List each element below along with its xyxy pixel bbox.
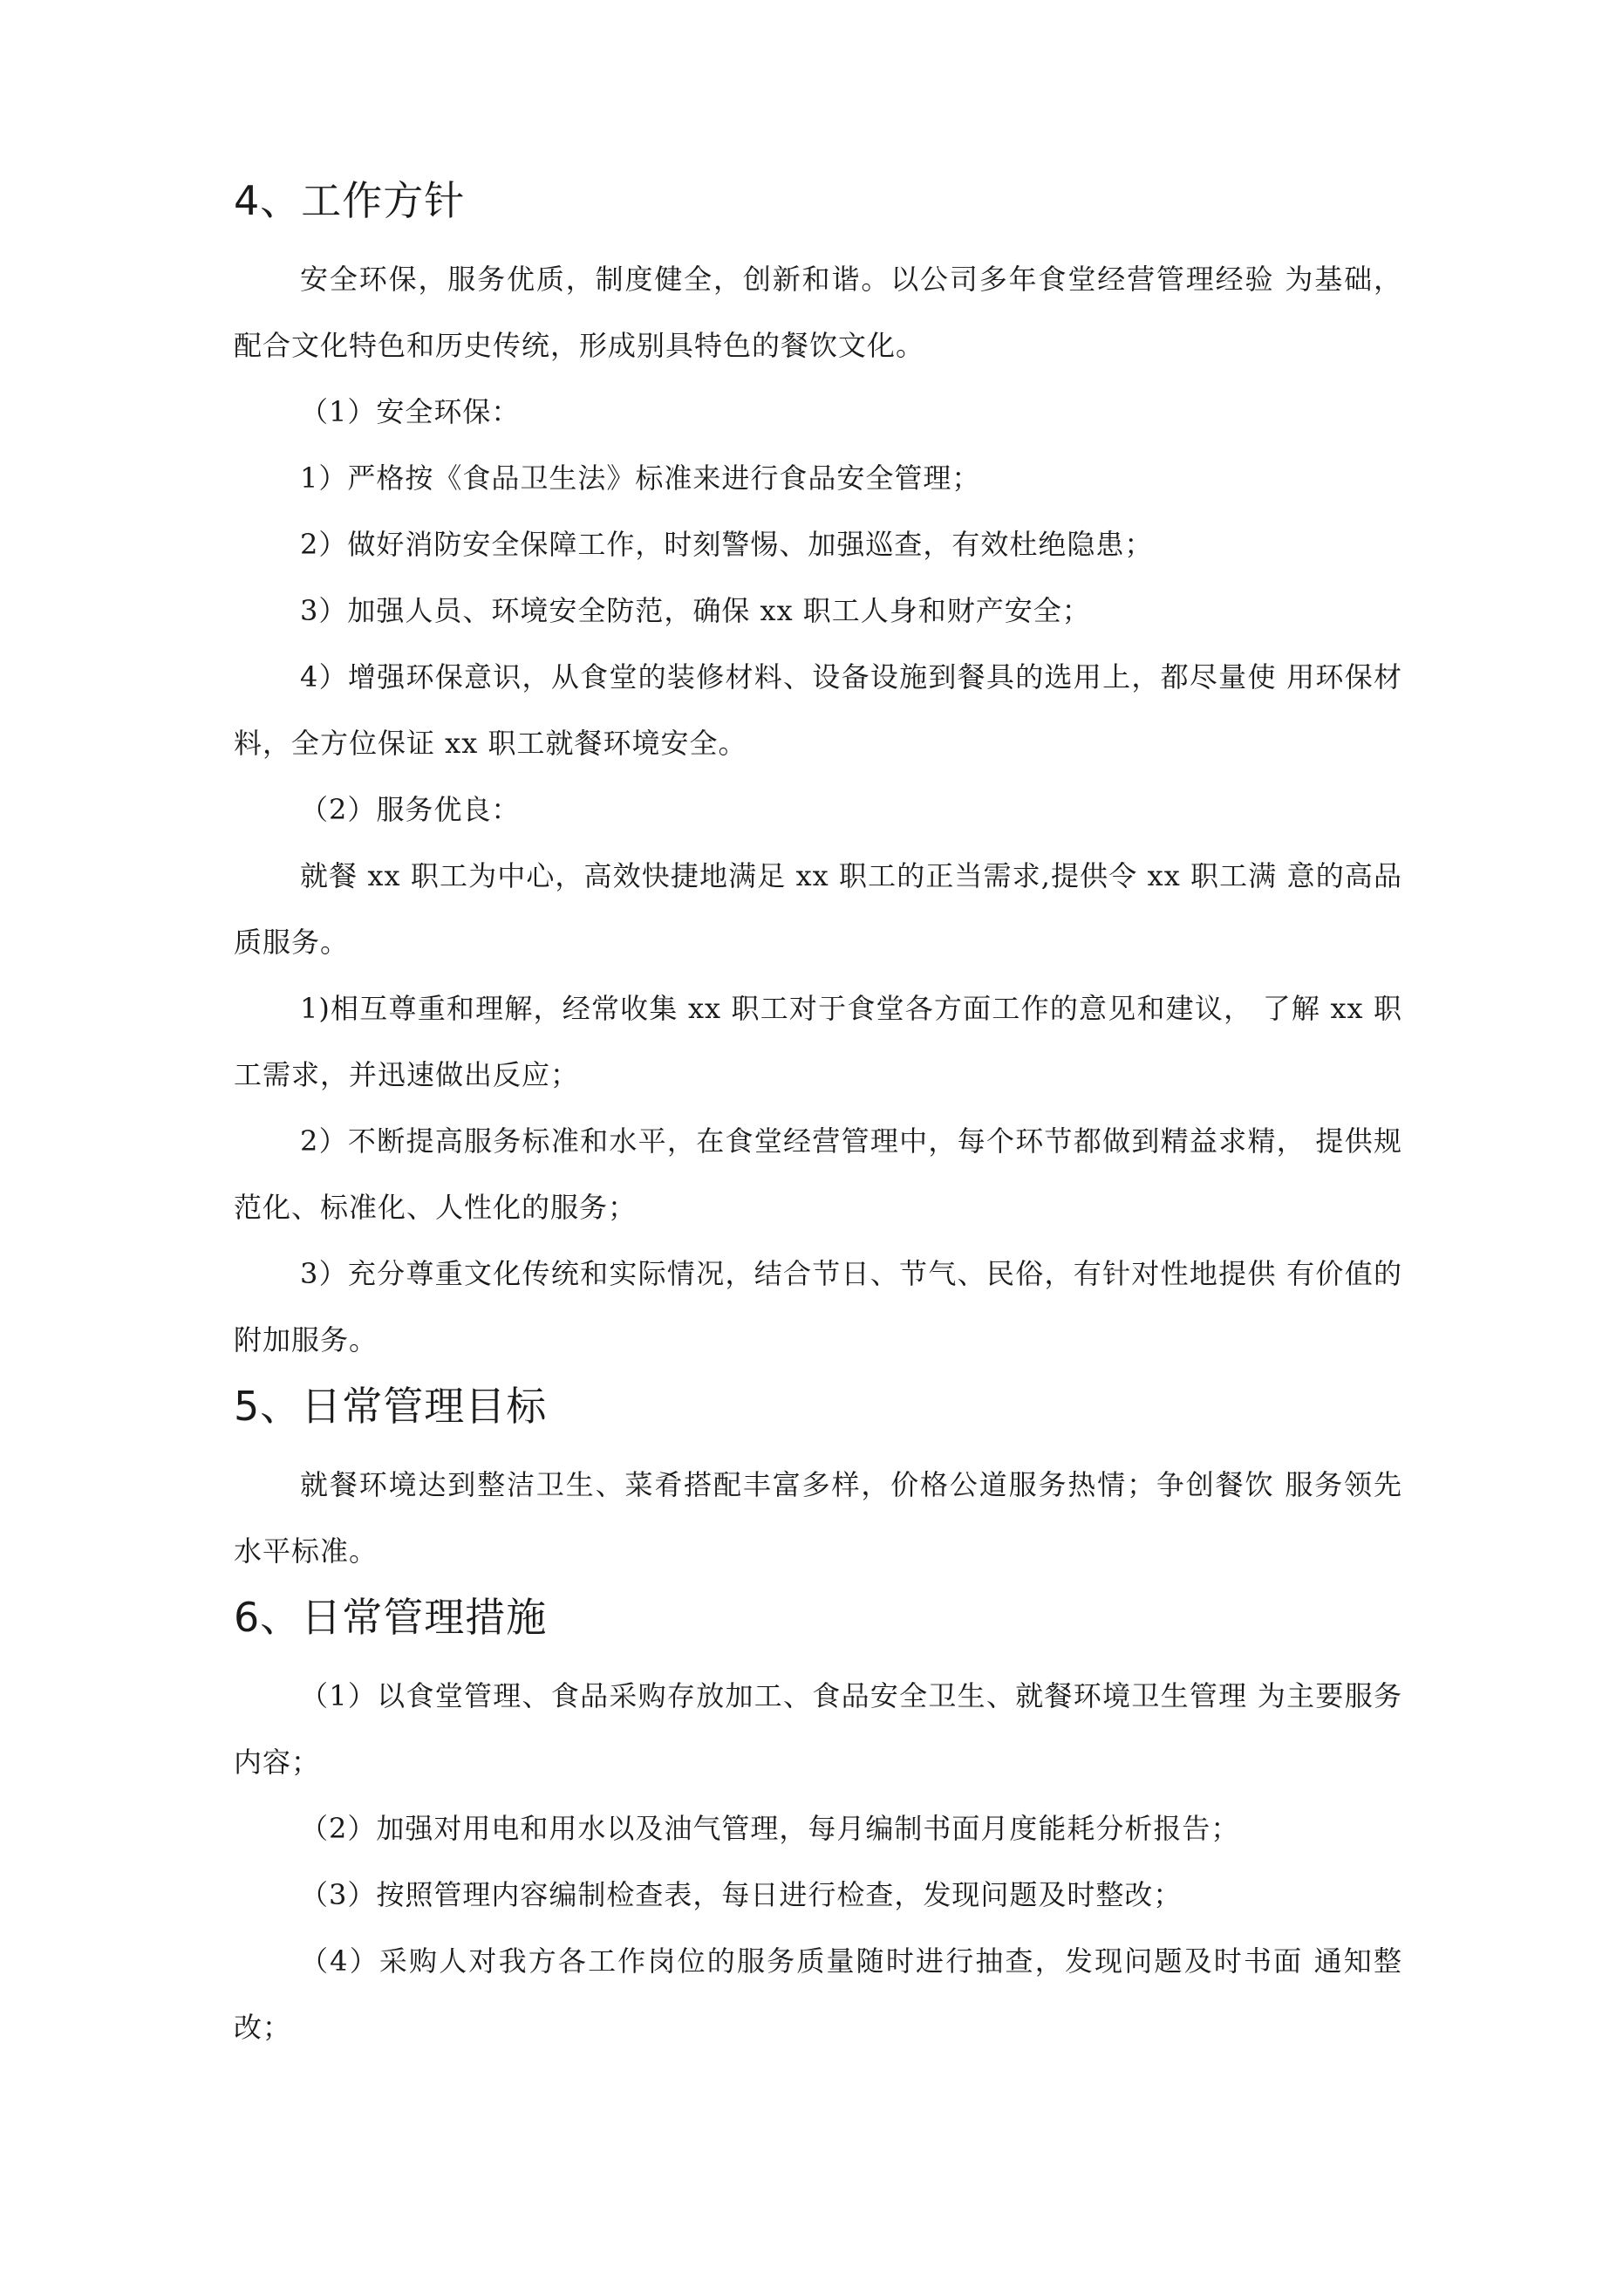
section-heading: 6、日常管理措施: [234, 1594, 548, 1641]
document-body: [234, 174, 1402, 2060]
paragraph: 4）增强环保意识，从食堂的装修材料、设备设施到餐具的选用上，都尽量使 用环保材料，全方位保证 xx 职工就餐环境安全。: [234, 660, 1402, 760]
paragraph: （1）以食堂管理、食品采购存放加工、食品安全卫生、就餐环境卫生管理 为主要服务内容；: [234, 1679, 1402, 1779]
subheading: （2）服务优良：: [300, 793, 521, 826]
paragraph: 安全环保，服务优质，制度健全，创新和谐。以公司多年食堂经营管理经验 为基础，配合文化特色和历史传统，形成别具特色的餐饮文化。: [234, 263, 1402, 362]
paragraph: 1）严格按《食品卫生法》标准来进行食品安全管理；: [300, 461, 981, 495]
paragraph: 3）加强人员、环境安全防范，确保 xx 职工人身和财产安全；: [300, 594, 1091, 627]
paragraph: （4）采购人对我方各工作岗位的服务质量随时进行抽查，发现问题及时书面 通知整改；: [234, 1944, 1402, 2044]
paragraph: （2）加强对用电和用水以及油气管理，每月编制书面月度能耗分析报告；: [300, 1812, 1240, 1845]
subheading: （1）安全环保：: [300, 395, 521, 428]
paragraph: 2）不断提高服务标准和水平，在食堂经营管理中，每个环节都做到精益求精， 提供规范化、标准化、人性化的服务；: [234, 1124, 1402, 1224]
section-heading: 5、日常管理目标: [234, 1383, 548, 1430]
paragraph: 就餐 xx 职工为中心，高效快捷地满足 xx 职工的正当需求,提供令 xx 职工满 意的高品质服务。: [234, 859, 1402, 959]
paragraph: 3）充分尊重文化传统和实际情况，结合节日、节气、民俗，有针对性地提供 有价值的附加服务。: [234, 1257, 1402, 1356]
section-heading: 4、工作方针: [234, 177, 466, 224]
paragraph: 1)相互尊重和理解，经常收集 xx 职工对于食堂各方面工作的意见和建议， 了解 xx 职工需求，并迅速做出反应；: [234, 992, 1402, 1091]
paragraph: （3）按照管理内容编制检查表，每日进行检查，发现问题及时整改；: [300, 1878, 1183, 1911]
paragraph: 2）做好消防安全保障工作，时刻警惕、加强巡查，有效杜绝隐患；: [300, 528, 1154, 561]
paragraph: 就餐环境达到整洁卫生、菜肴搭配丰富多样，价格公道服务热情；争创餐饮 服务领先水平标准。: [234, 1468, 1402, 1568]
